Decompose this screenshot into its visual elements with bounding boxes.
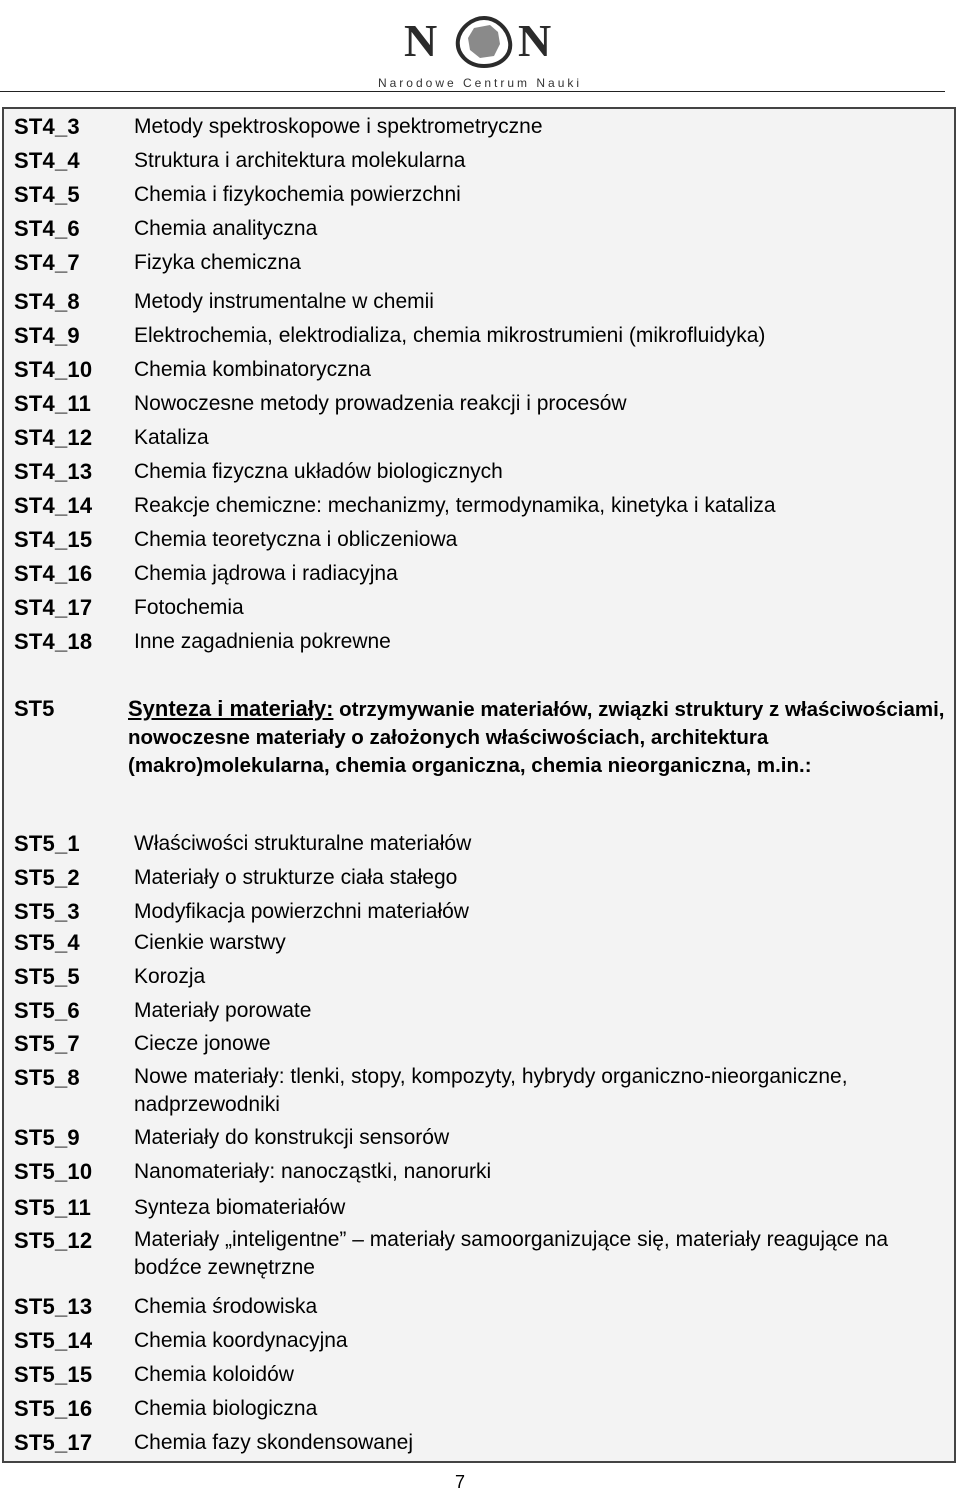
table-row [4,1224,954,1286]
row-description: Fotochemia [134,596,244,619]
row-description: Chemia biologiczna [134,1397,318,1420]
logo-letter-right: N [518,15,552,66]
row-code: ST5_10 [14,1159,93,1184]
row-code: ST4_13 [14,459,93,484]
row-description: Chemia środowiska [134,1295,318,1318]
logo-mark [396,14,566,70]
row-description: Nowe materiały: tlenki, stopy, kompozyty, hybrydy organiczno-nieorganiczne, nadprzewodniki [134,1065,848,1116]
row-code: ST5_4 [14,930,80,955]
section-title [128,695,954,780]
row-description: Chemia jądrowa i radiacyjna [134,562,398,585]
table-row [4,1392,954,1426]
table-row [4,1290,954,1324]
row-code: ST4_8 [14,289,80,314]
row-code: ST5_7 [14,1031,80,1056]
row-code: ST5_17 [14,1430,93,1455]
row-description: Cienkie warstwy [134,931,286,954]
section-code: ST5 [14,696,55,721]
header-divider [0,91,945,92]
row-code: ST5_1 [14,831,80,856]
row-description: Synteza biomateriałów [134,1196,346,1219]
row-description: Chemia i fizykochemia powierzchni [134,183,461,206]
row-code: ST5_8 [14,1065,80,1090]
row-description: Materiały o strukturze ciała stałego [134,866,458,889]
row-code: ST4_5 [14,182,80,207]
table-row [4,246,954,280]
row-code: ST5_3 [14,899,80,924]
table-row [4,421,954,455]
row-description: Elektrochemia, elektrodializa, chemia mikrostrumieni (mikrofluidyka) [134,324,766,347]
row-description: Fizyka chemiczna [134,251,301,274]
table-row [4,353,954,387]
row-description: Materiały „inteligentne” – materiały samoorganizujące się, materiały reagujące na bodźce zewnętrzne [134,1228,889,1279]
row-description: Metody instrumentalne w chemii [134,290,434,313]
row-description: Nanomateriały: nanocząstki, nanorurki [134,1160,492,1183]
row-code: ST5_6 [14,998,80,1023]
row-code: ST5_11 [14,1195,92,1220]
table-row [4,960,954,994]
table-row [4,110,954,144]
table-row [4,144,954,178]
row-code: ST5_12 [14,1228,93,1253]
table-row [4,319,954,353]
row-description: Metody spektroskopowe i spektrometryczne [134,115,543,138]
table-row [4,1121,954,1155]
row-code: ST5_14 [14,1328,93,1353]
logo-subtitle: Narodowe Centrum Nauki [377,76,583,90]
table-row [4,1358,954,1392]
discipline-table [2,107,956,1463]
table-row [4,861,954,895]
row-code: ST5_2 [14,865,80,890]
row-description: Właściwości strukturalne materiałów [134,832,472,855]
table-row [4,285,954,319]
table-row [4,591,954,625]
row-description: Chemia koloidów [134,1363,294,1386]
table-row [4,178,954,212]
table-row [4,994,954,1028]
table-row [4,625,954,659]
row-code: ST4_12 [14,425,93,450]
section-title-underlined: Synteza i materiały: [128,696,334,721]
row-description: Chemia kombinatoryczna [134,358,371,381]
table-row [4,523,954,557]
row-code: ST4_10 [14,357,93,382]
row-description: Materiały do konstrukcji sensorów [134,1126,450,1149]
table-row [4,1061,954,1123]
row-code: ST5_15 [14,1362,93,1387]
row-code: ST4_17 [14,595,93,620]
logo-letter-left: N [404,15,438,66]
row-code: ST5_5 [14,964,80,989]
row-code: ST5_16 [14,1396,93,1421]
row-description: Korozja [134,965,206,988]
row-description: Chemia teoretyczna i obliczeniowa [134,528,458,551]
table-row [4,212,954,246]
row-description: Chemia analityczna [134,217,318,240]
row-code: ST4_15 [14,527,93,552]
row-description: Inne zagadnienia pokrewne [134,630,391,653]
row-code: ST5_13 [14,1294,93,1319]
row-code: ST4_7 [14,250,80,275]
row-description: Reakcje chemiczne: mechanizmy, termodynamika, kinetyka i kataliza [134,494,776,517]
row-description: Ciecze jonowe [134,1032,271,1055]
row-code: ST4_3 [14,114,80,139]
row-code: ST4_16 [14,561,93,586]
poland-map-icon [454,16,514,68]
row-description: Chemia koordynacyjna [134,1329,348,1352]
table-row [4,895,954,929]
row-description: Chemia fazy skondensowanej [134,1431,413,1454]
table-row [4,1426,954,1460]
section-title-rest: otrzymywanie materiałów, związki struktury z właściwościami, nowoczesne materiały o założonych właściwościach, architektura (makro)molekularna, chemia organiczna, chemia nieorganiczna, m.in.: [128,698,945,777]
table-row [4,455,954,489]
table-row [4,1155,954,1189]
row-description: Modyfikacja powierzchni materiałów [134,900,469,923]
page-number: 7 [455,1472,466,1492]
table-row [4,1324,954,1358]
row-code: ST5_9 [14,1125,80,1150]
row-code: ST4_14 [14,493,93,518]
row-description: Nowoczesne metody prowadzenia reakcji i procesów [134,392,627,415]
table-row [4,827,954,861]
row-description: Struktura i architektura molekularna [134,149,466,172]
table-row [4,489,954,523]
table-row [4,1027,954,1061]
row-code: ST4_9 [14,323,80,348]
table-row [4,557,954,591]
table-row [4,926,954,960]
table-row [4,387,954,421]
row-description: Chemia fizyczna układów biologicznych [134,460,503,483]
row-code: ST4_6 [14,216,80,241]
ncn-logo [360,8,600,90]
row-description: Kataliza [134,426,209,449]
row-code: ST4_11 [14,391,92,416]
row-code: ST4_18 [14,629,93,654]
table-row [4,1191,954,1225]
row-code: ST4_4 [14,148,80,173]
row-description: Materiały porowate [134,999,312,1022]
